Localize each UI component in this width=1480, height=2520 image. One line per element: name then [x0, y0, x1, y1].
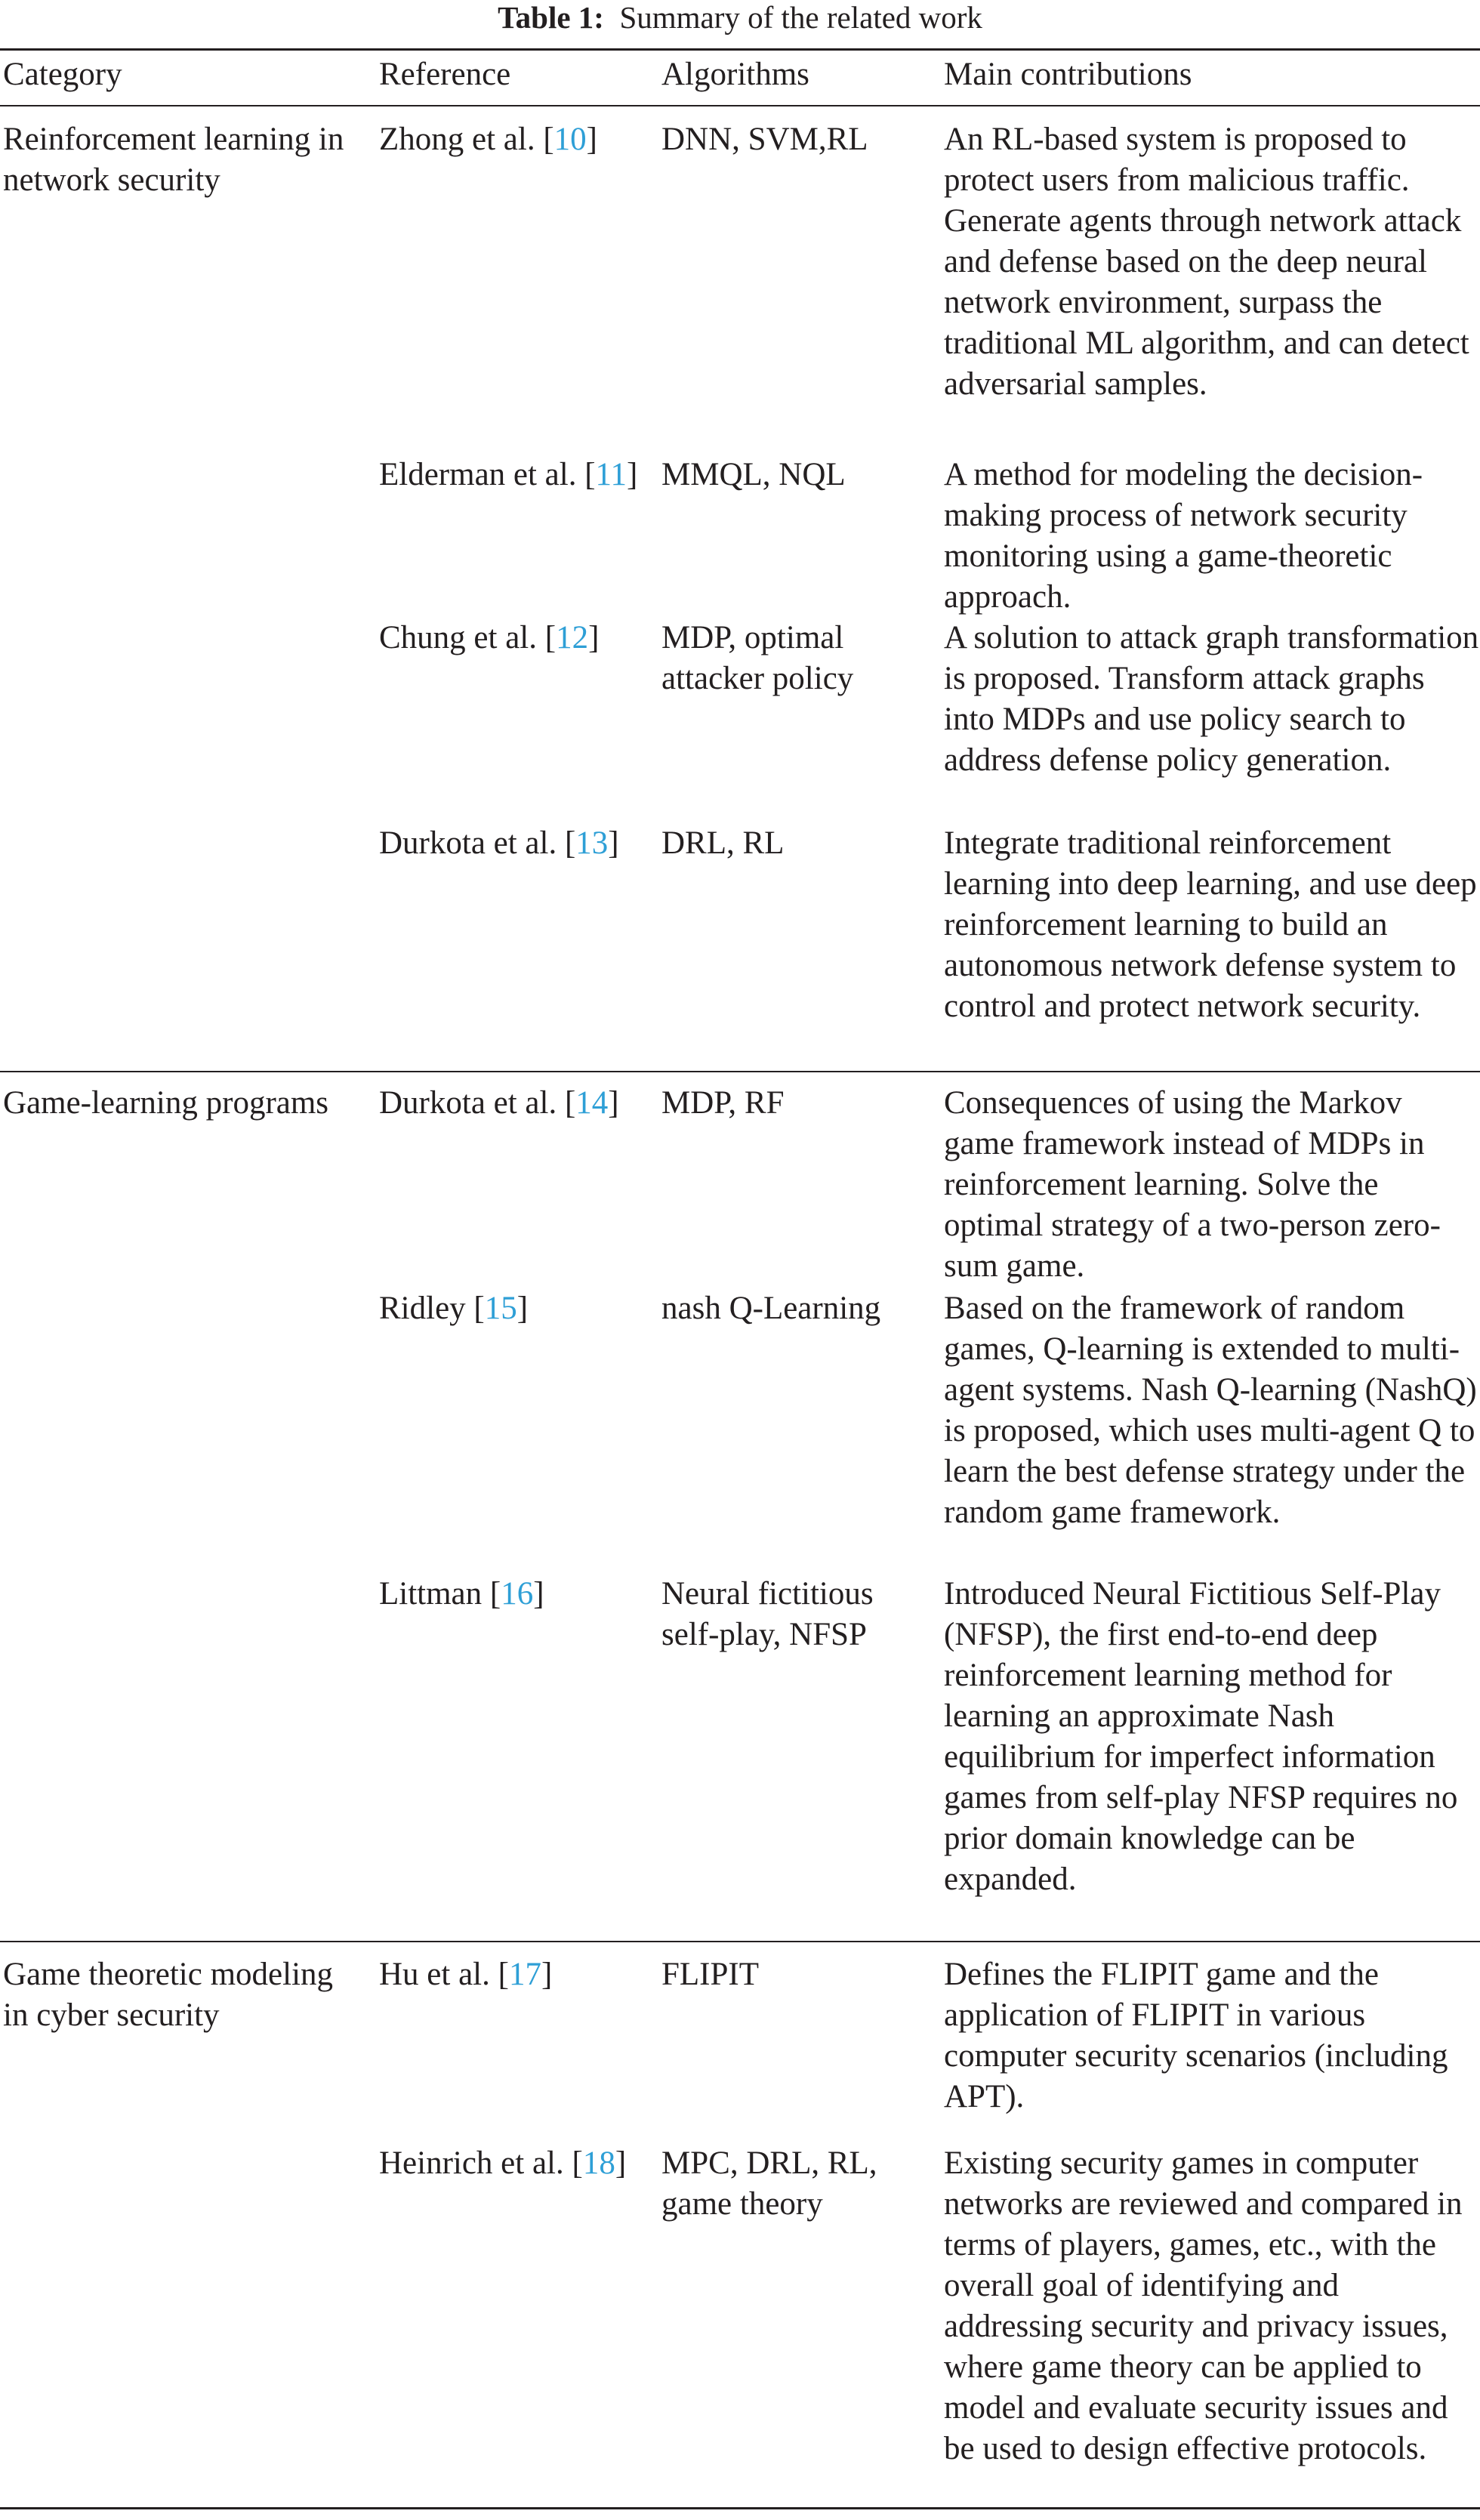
- algorithms-cell: MDP, RF: [661, 1085, 785, 1121]
- reference-author: Durkota et al. [: [379, 1085, 576, 1121]
- reference-bracket: ]: [626, 457, 638, 492]
- header-main-contributions: Main contributions: [944, 57, 1192, 92]
- contribution-cell: Based on the framework of random games, Q-learning is extended to multi-agent systems. Nash Q-learning (NashQ) is proposed, which uses multi-agent Q to learn the best defense strategy under the random game framework.: [944, 1291, 1477, 1530]
- reference-bracket: ]: [588, 620, 600, 655]
- reference-author: Elderman et al. [: [379, 457, 596, 492]
- header-rule: [0, 105, 1480, 106]
- citation-link[interactable]: 13: [575, 825, 609, 861]
- contribution-cell: Existing security games in computer networks are reviewed and compared in terms of players, games, etc., with the overall goal of identifying and addressing security and privacy issues, where game theory can be applied to model and evaluate security issues and be used to design effective protocols.: [944, 2145, 1463, 2466]
- reference-author: Heinrich et al. [: [379, 2145, 583, 2181]
- reference-cell: [379, 823, 651, 864]
- reference-cell: [379, 455, 651, 495]
- category-cell: Reinforcement learning in network security: [3, 122, 344, 198]
- group-rule: [0, 1071, 1480, 1072]
- contribution-cell: Consequences of using the Markov game framework instead of MDPs in reinforcement learning. Solve the optimal strategy of a two-person zero-sum game.: [944, 1085, 1441, 1284]
- contribution-cell: Introduced Neural Fictitious Self-Play (NFSP), the first end-to-end deep reinforcement learning method for learning an approximate Nash equilibrium for imperfect information games from self-play NFSP requires no prior domain knowledge can be expanded.: [944, 1576, 1458, 1897]
- reference-cell: [379, 1954, 651, 1995]
- reference-cell: [379, 1574, 651, 1615]
- citation-link[interactable]: 14: [575, 1085, 609, 1121]
- header-category: Category: [3, 57, 122, 92]
- citation-link[interactable]: 16: [501, 1576, 534, 1612]
- reference-bracket: ]: [615, 2145, 627, 2181]
- contribution-cell: Integrate traditional reinforcement learning into deep learning, and use deep reinforcement learning to build an autonomous network defense system to control and protect network security.: [944, 825, 1477, 1024]
- algorithms-cell: MMQL, NQL: [661, 457, 846, 492]
- group-rule: [0, 1941, 1480, 1942]
- contribution-cell: An RL-based system is proposed to protect users from malicious traffic. Generate agents through network attack and defense based on the deep neural network environment, surpass the traditional ML algorithm, and can detect adversarial samples.: [944, 122, 1469, 402]
- reference-author: Littman [: [379, 1576, 501, 1612]
- algorithms-cell: FLIPIT: [661, 1957, 759, 1992]
- algorithms-cell: DNN, SVM,RL: [661, 122, 868, 157]
- table-top-rule: [0, 48, 1480, 51]
- reference-author: Durkota et al. [: [379, 825, 576, 861]
- table-caption-label: Table 1:: [498, 0, 604, 35]
- reference-author: Hu et al. [: [379, 1957, 509, 1992]
- header-reference: Reference: [379, 57, 511, 92]
- citation-link[interactable]: 18: [582, 2145, 615, 2181]
- contribution-cell: A method for modeling the decision-making process of network security monitoring using a game-theoretic approach.: [944, 457, 1423, 615]
- reference-bracket: ]: [516, 1291, 529, 1326]
- category-cell: Game theoretic modeling in cyber security: [3, 1957, 334, 2033]
- reference-cell: [379, 618, 651, 659]
- contribution-cell: A solution to attack graph transformation is proposed. Transform attack graphs into MDPs and use policy search to address defense policy generation.: [944, 620, 1479, 778]
- table-bottom-rule: [0, 2507, 1480, 2509]
- algorithms-cell: Neural fictitious self-play, NFSP: [661, 1576, 874, 1652]
- reference-bracket: ]: [608, 825, 619, 861]
- reference-cell: [379, 1083, 651, 1124]
- reference-author: Zhong et al. [: [379, 122, 554, 157]
- citation-link[interactable]: 15: [484, 1291, 517, 1326]
- reference-cell: [379, 119, 651, 160]
- reference-bracket: ]: [533, 1576, 544, 1612]
- citation-link[interactable]: 10: [553, 122, 587, 157]
- header-algorithms: Algorithms: [661, 57, 809, 92]
- reference-bracket: ]: [608, 1085, 619, 1121]
- citation-link[interactable]: 12: [556, 620, 589, 655]
- reference-bracket: ]: [541, 1957, 553, 1992]
- algorithms-cell: DRL, RL: [661, 825, 785, 861]
- reference-author: Ridley [: [379, 1291, 485, 1326]
- algorithms-cell: MPC, DRL, RL, game theory: [661, 2145, 877, 2222]
- reference-cell: [379, 2143, 651, 2184]
- table-caption: [0, 0, 1480, 36]
- algorithms-cell: nash Q-Learning: [661, 1291, 881, 1326]
- reference-cell: [379, 1288, 651, 1329]
- category-cell: Game-learning programs: [3, 1085, 329, 1121]
- citation-link[interactable]: 11: [595, 457, 627, 492]
- algorithms-cell: MDP, optimal attacker policy: [661, 620, 854, 696]
- reference-bracket: ]: [586, 122, 597, 157]
- reference-author: Chung et al. [: [379, 620, 557, 655]
- contribution-cell: Defines the FLIPIT game and the application of FLIPIT in various computer security scenarios (including APT).: [944, 1957, 1448, 2114]
- table-caption-text: Summary of the related work: [619, 0, 982, 35]
- citation-link[interactable]: 17: [508, 1957, 541, 1992]
